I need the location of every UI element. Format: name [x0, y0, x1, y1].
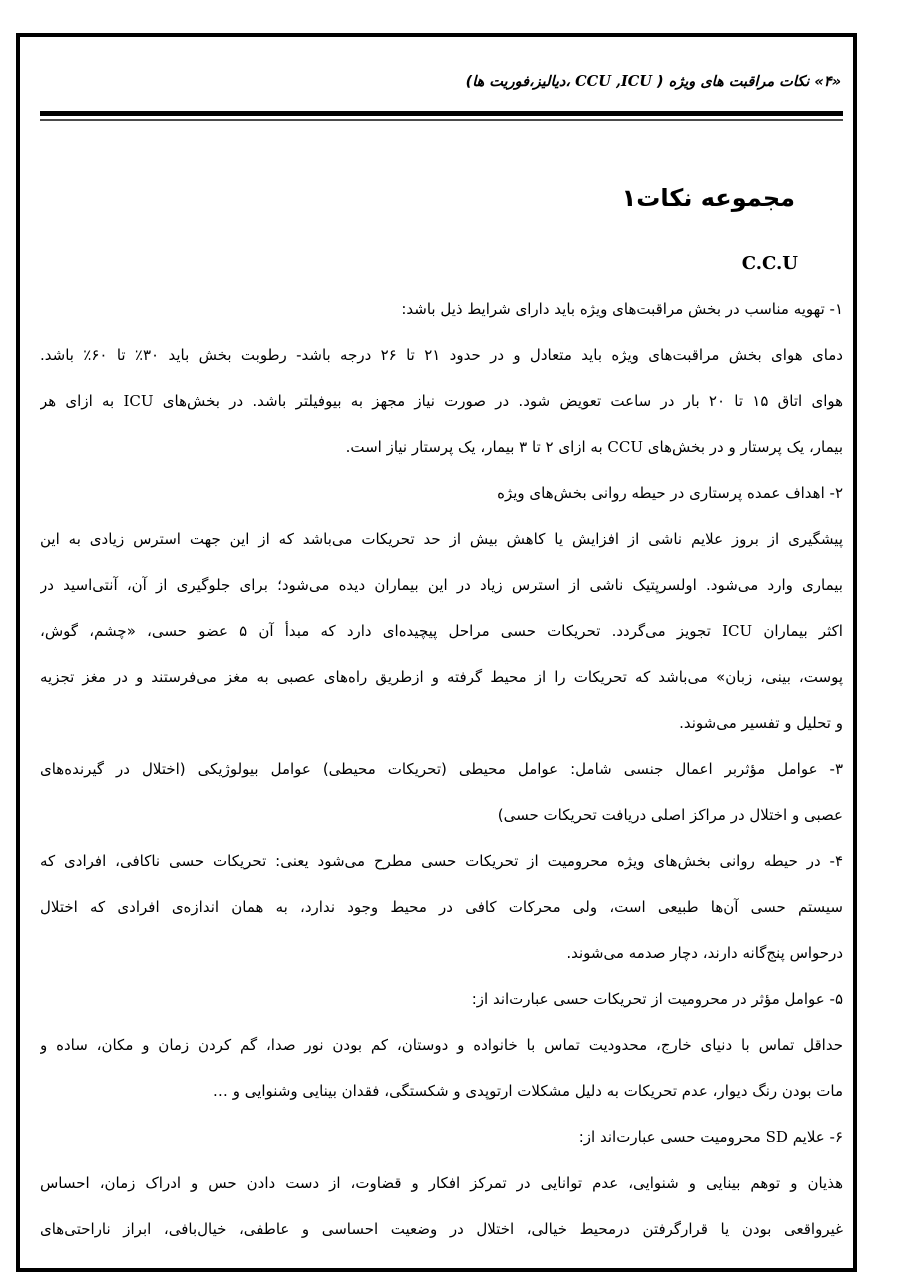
body-line: ۳- عوامل مؤثربر اعمال جنسی شامل: عوامل محیطی (تحریکات محیطی) عوامل بیولوژیکی (اختلال در گیرنده‌های — [40, 760, 843, 778]
latin-abbreviation: CCU ,ICU — [575, 73, 652, 90]
body-line: بیمار، یک پرستار و در بخش‌های CCU به ازای ۲ تا ۳ بیمار، یک پرستار نیاز است. — [345, 438, 843, 456]
body-line: سیستم حسی آن‌ها طبیعی است، ولی محرکات کافی در محیط وجود ندارد، به همان اندازه‌ی افرادی که اختلال — [40, 898, 843, 916]
body-line: عصبی و اختلال در مراکز اصلی دریافت تحریکات حسی) — [497, 806, 843, 824]
body-line: ۲- اهداف عمده پرستاری در حیطه روانی بخش‌های ویژه — [497, 484, 843, 502]
body-line: بیماری وارد می‌شود. اولسرپتیک ناشی از استرس زیاد در این بیماران دیده می‌شود؛ برای جلوگیری از آن، آنتی‌اسید در — [40, 576, 843, 594]
section-title: مجموعه نکات۱ — [621, 184, 795, 212]
body-line: مات بودن رنگ دیوار، عدم تحریکات به دلیل مشکلات ارتوپدی و شکستگی، فقدان بینایی وشنوایی و … — [212, 1082, 843, 1100]
body-line: و تحلیل و تفسیر می‌شوند. — [679, 714, 843, 732]
body-line: حداقل تماس با دنیای خارج، محدودیت تماس با خانواده و دوستان، کم بودن نور صدا، گم کردن زمان و مکان، ساده و — [40, 1036, 843, 1054]
body-line: ۵- عوامل مؤثر در محرومیت از تحریکات حسی عبارت‌اند از: — [471, 990, 843, 1008]
header-divider-rule — [40, 111, 843, 121]
body-line: دمای هوای بخش مراقبت‌های ویژه باید متعادل و در حدود ۲۱ تا ۲۶ درجه باشد- رطوبت بخش باید ۳۰٪ تا ۶۰٪ باشد. — [40, 346, 843, 364]
body-line: پیشگیری از بروز علایم ناشی از افزایش یا کاهش بیش از حد تحریکات می‌باشد که از این جهت استرس زیادی به این — [40, 530, 843, 548]
body-line: ۱- تهویه مناسب در بخش مراقبت‌های ویژه باید دارای شرایط ذیل باشد: — [401, 300, 843, 318]
body-line: غیرواقعی بودن یا قرارگرفتن درمحیط خیالی، اختلال در وضعیت احساسی و عاطفی، خیال‌بافی، ابراز ناراحتی‌های — [40, 1220, 843, 1238]
body-text — [40, 286, 843, 1252]
body-line: اکثر بیماران ICU تجویز می‌گردد. تحریکات حسی مراحل پیچیده‌ای دارد که مبدأ آن ۵ عضو حسی، «چشم، گوش، — [40, 622, 843, 640]
latin-abbreviation: ICU — [722, 622, 753, 640]
body-line: پوست، بینی، زبان» می‌باشد که تحریکات را از محیط گرفته و ازطریق راه‌های عصبی به مغز می‌فرستند و در مغز تجزیه — [40, 668, 843, 686]
latin-abbreviation: ICU — [123, 392, 154, 410]
body-line: ۴- در حیطه روانی بخش‌های ویژه محرومیت از تحریکات حسی مطرح می‌شود یعنی: تحریکات حسی ناکافی، افرادی که — [40, 852, 843, 870]
body-line: هذیان و توهم بینایی و شنوایی، عدم توانایی در تمرکز افکار و قضاوت، از دست دادن حس و ادراک زمان، احساس — [40, 1174, 843, 1192]
body-line: درحواس پنج‌گانه دارند، دچار صدمه می‌شوند. — [566, 944, 843, 962]
body-line: هوای اتاق ۱۵ تا ۲۰ بار در ساعت تعویض شود. در صورت نیاز مجهز به بیوفیلتر باشد. در بخش‌های ICU به ازای هر — [40, 392, 843, 410]
subsection-title-ccu: C.C.U — [741, 253, 798, 274]
latin-abbreviation: SD — [765, 1128, 788, 1146]
page-border-frame — [16, 33, 857, 1272]
latin-abbreviation: CCU — [607, 438, 644, 456]
body-line: ۶- علایم SD محرومیت حسی عبارت‌اند از: — [578, 1128, 843, 1146]
running-header: «۴» نکات مراقبت های ویژه ( CCU ,ICU ،دیالیز،فوریت ها) — [465, 73, 841, 90]
